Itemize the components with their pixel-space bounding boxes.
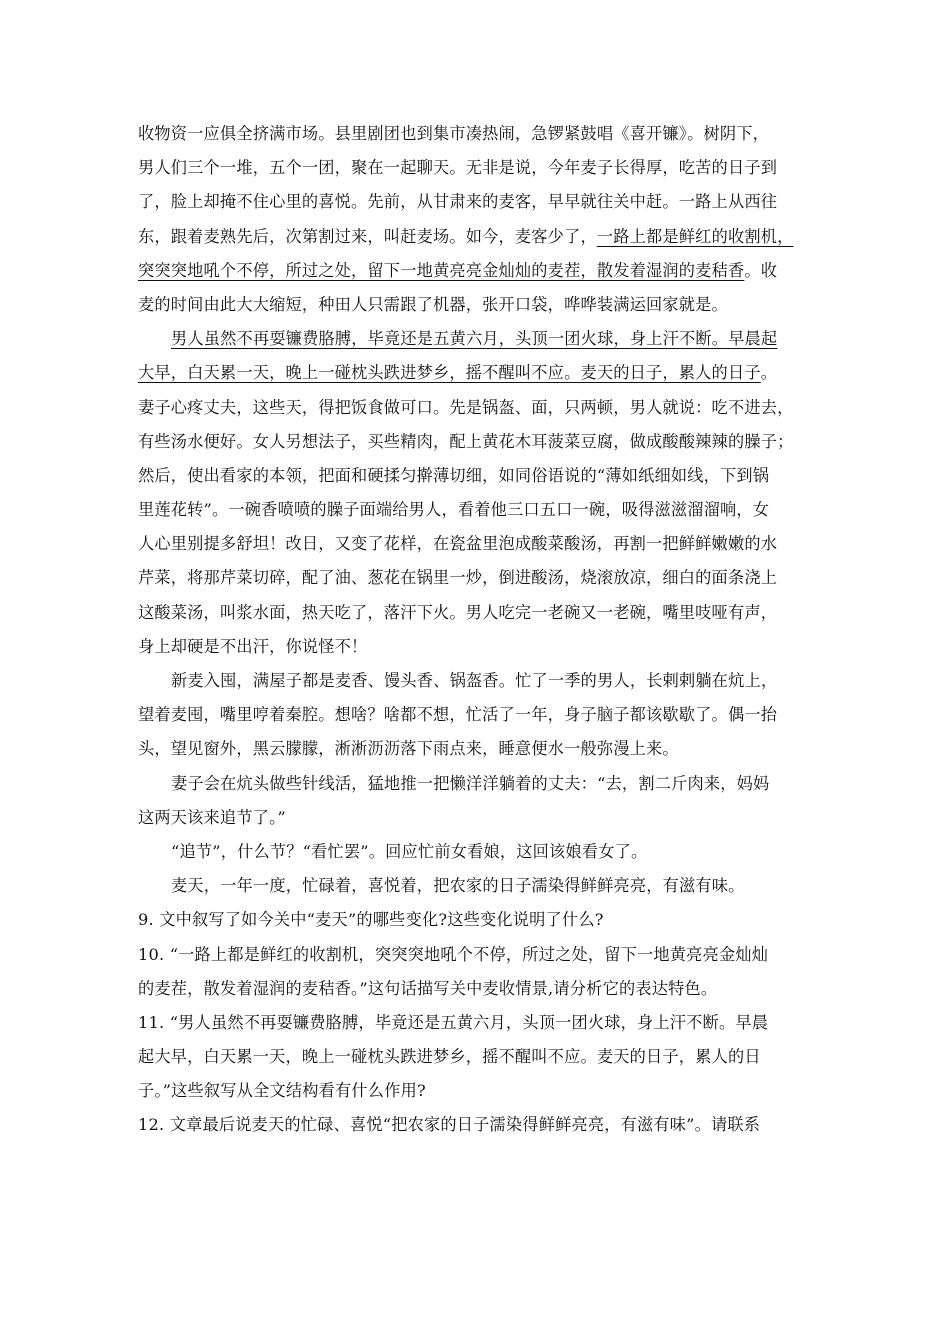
text-line — [138, 459, 816, 493]
text-line — [138, 767, 816, 801]
text-line — [138, 391, 816, 425]
text-line — [138, 732, 816, 766]
text-line — [138, 527, 816, 561]
text-segment: 起大早，白天累一天，晚上一碰枕头跌进梦乡，摇不醒叫不应。麦天的日子，累人的日 — [138, 1047, 761, 1067]
text-segment: 妻子会在炕头做些针线活，猛地推一把懒洋洋躺着的丈夫：“去，割二斤肉来，妈妈 — [171, 773, 770, 793]
underlined-text: 大早，白天累一天，晚上一碰枕头跌进梦乡，摇不醒叫不应。麦天的日子，累人的日子 — [138, 363, 761, 383]
text-line — [138, 151, 816, 185]
text-line — [138, 1040, 816, 1074]
text-segment: 9. 文中叙写了如今关中“麦天”的哪些变化?这些变化说明了什么? — [138, 910, 604, 930]
text-line — [138, 254, 816, 288]
text-line — [138, 903, 816, 937]
text-segment: 麦天，一年一度，忙碌着，喜悦着，把农家的日子濡染得鲜鲜亮亮，有滋有味。 — [171, 876, 745, 896]
text-line — [138, 288, 816, 322]
text-line — [138, 938, 816, 972]
text-line — [138, 869, 816, 903]
text-line — [138, 835, 816, 869]
underlined-text: 男人虽然不再耍镰费胳膊，毕竟还是五黄六月，头顶一团火球，身上汗不断。早晨起 — [171, 329, 778, 349]
text-segment: 身上却硬是不出汗，你说怪不！ — [138, 636, 368, 656]
text-segment: “追节”，什么节？“看忙罢”。回应忙前女看娘，这回该娘看女了。 — [171, 841, 648, 861]
text-line — [138, 425, 816, 459]
text-segment: 11. “男人虽然不再耍镰费胳膊，毕竟还是五黄六月，头顶一团火球，身上汗不断。早晨 — [138, 1012, 769, 1032]
text-segment: 。收 — [744, 260, 778, 280]
text-line — [138, 220, 816, 254]
text-segment: 子。”这些叙写从全文结构看有什么作用? — [138, 1081, 426, 1101]
text-segment: 。 — [760, 363, 778, 383]
text-segment: 12. 文章最后说麦天的忙碌、喜悦“把农家的日子濡染得鲜鲜亮亮，有滋有味”。请联系 — [138, 1115, 761, 1135]
text-segment: 麦的时间由此大大缩短，种田人只需跟了机器，张开口袋，哗哗装满运回家就是。 — [138, 294, 728, 314]
underlined-text: 一路上都是鲜红的收割机， — [596, 226, 794, 246]
text-line — [138, 596, 816, 630]
text-segment: 望着麦囤，嘴里哼着秦腔。想啥？啥都不想，忙活了一年，身子脑子都该歇歇了。偶一抬 — [138, 705, 778, 725]
text-segment: 然后，使出看家的本领，把面和硬揉匀擀薄切细，如同俗语说的“薄如纸细如线，下到锅 — [138, 465, 770, 485]
text-segment: 妻子心疼丈夫，这些天，得把饭食做可口。先是锅盔、面，只两顿，男人就说：吃不进去， — [138, 397, 794, 417]
text-line — [138, 630, 816, 664]
text-segment: 这两天该来追节了。” — [138, 807, 286, 827]
text-segment: 新麦入囤，满屋子都是麦香、馒头香、锅盔香。忙了一季的男人，长剌剌躺在炕上， — [171, 671, 778, 690]
text-line — [138, 1108, 816, 1142]
text-line — [138, 185, 816, 219]
text-segment: 有些汤水便好。女人另想法子，买些精肉，配上黄花木耳菠菜豆腐，做成酸酸辣辣的臊子； — [138, 431, 794, 451]
text-segment: 收物资一应俱全挤满市场。县里剧团也到集市凑热闹，急锣紧鼓唱《喜开镰》。树阴下， — [138, 124, 770, 143]
text-line — [138, 493, 816, 527]
text-line — [138, 561, 816, 595]
text-line — [138, 322, 816, 356]
text-line — [138, 801, 816, 835]
text-line — [138, 1006, 816, 1040]
text-segment: 男人们三个一堆，五个一团，聚在一起聊天。无非是说，今年麦子长得厚，吃苦的日子到 — [138, 158, 778, 178]
text-segment: 的麦茬，散发着湿润的麦秸香。”这句话描写关中麦收情景,请分析它的表达特色。 — [138, 978, 718, 998]
text-line — [138, 972, 816, 1006]
document-body — [138, 117, 816, 1143]
text-line — [138, 1074, 816, 1108]
text-line — [138, 117, 816, 151]
text-segment: 里莲花转”。一碗香喷喷的臊子面端给男人，看着他三口五口一碗，吸得滋滋溜溜响，女 — [138, 500, 770, 520]
underlined-text: 突突突地吼个不停，所过之处，留下一地黄亮亮金灿灿的麦茬，散发着湿润的麦秸香 — [138, 260, 745, 280]
text-line — [138, 664, 816, 698]
text-segment: 人心里别提多舒坦！改日，又变了花样，在瓷盆里泡成酸菜酸汤，再割一把鲜鲜嫩嫩的水 — [138, 534, 778, 554]
text-segment: 芹菜，将那芹菜切碎，配了油、葱花在锅里一炒，倒进酸汤，烧滚放凉，细白的面条浇上 — [138, 568, 778, 588]
text-segment: 了，脸上却掩不住心里的喜悦。先前，从甘肃来的麦客，早早就往关中赶。一路上从西往 — [138, 192, 778, 212]
text-segment: 这酸菜汤，叫浆水面，热天吃了，落汗下火。男人吃完一老碗又一老碗，嘴里吱哑有声， — [138, 602, 778, 622]
text-line — [138, 698, 816, 732]
text-segment: 10. “一路上都是鲜红的收割机，突突突地吼个不停，所过之处，留下一地黄亮亮金灿灿 — [138, 944, 769, 964]
text-segment: 东，跟着麦熟先后，次第割过来，叫赶麦场。如今，麦客少了， — [138, 226, 597, 246]
text-segment: 头，望见窗外，黑云朦朦，淅淅沥沥落下雨点来，睡意便水一般弥漫上来。 — [138, 739, 679, 759]
text-line — [138, 356, 816, 390]
